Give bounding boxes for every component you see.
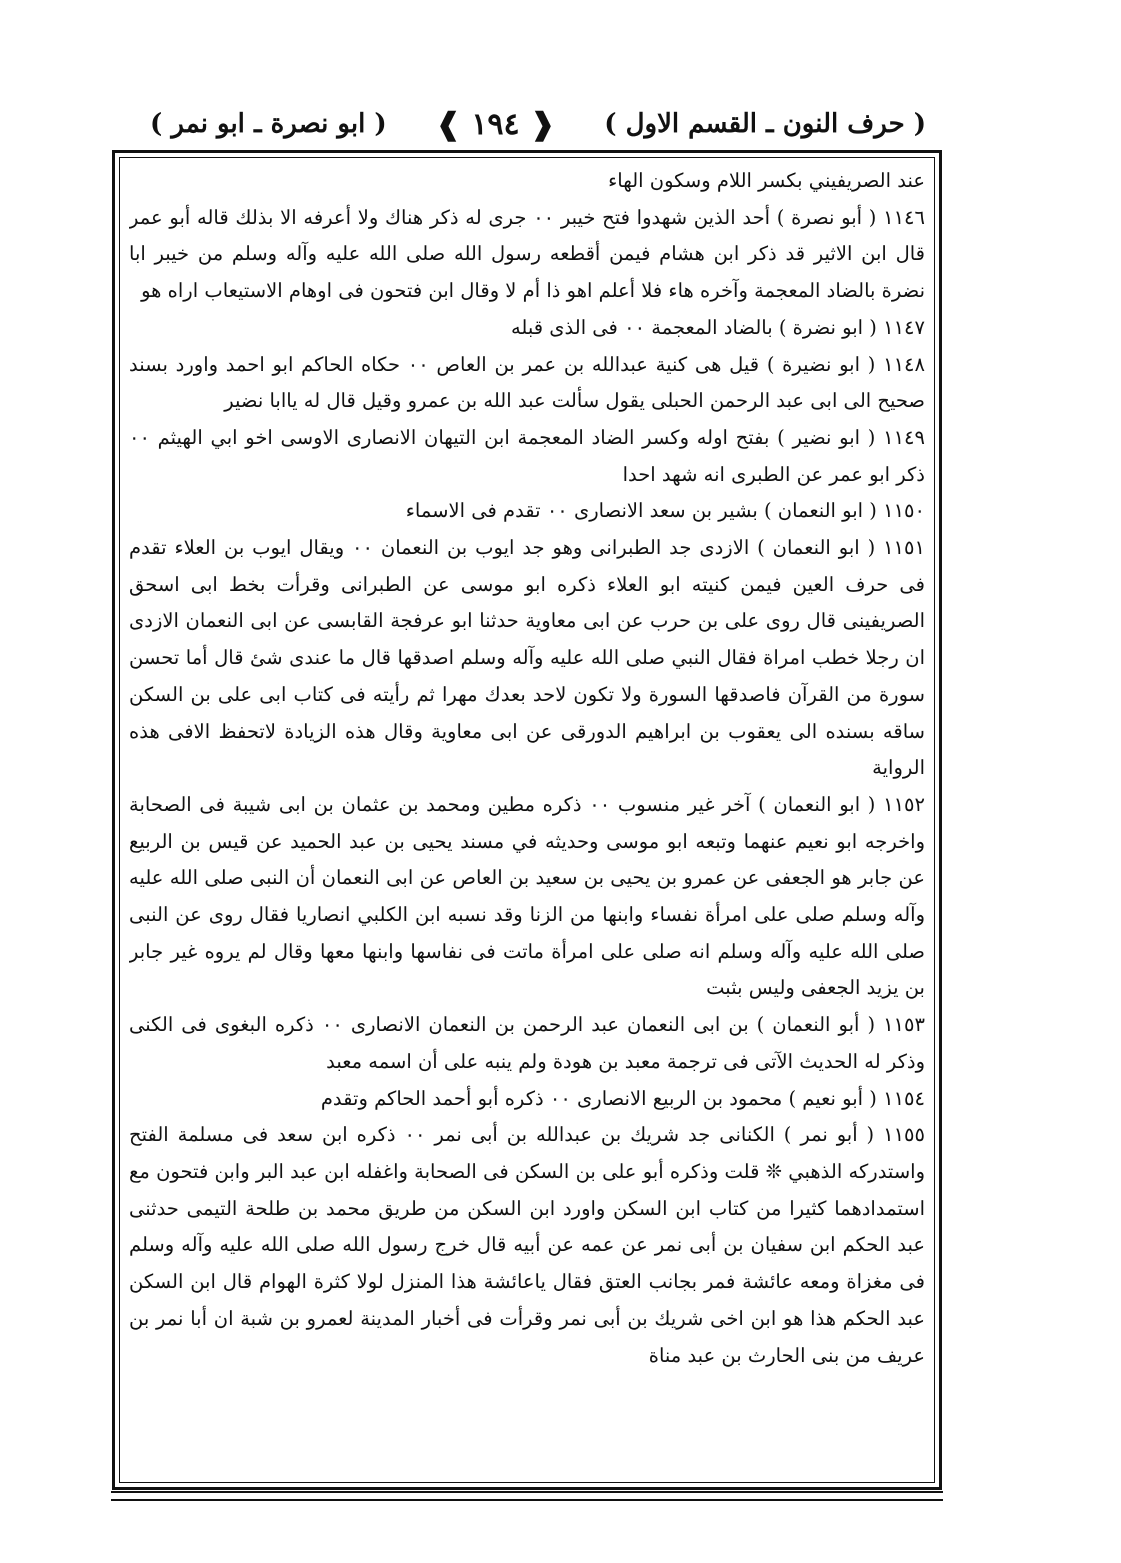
entry-1149: ١١٤٩ ( ابو نضير ) بفتح اوله وكسر الضاد المعجمة ابن التيهان الانصارى الاوسى اخو ابي الهيثم ٠٠ ذكر ابو عمر عن الطبرى انه شهد احدا	[129, 425, 925, 486]
page-number: ❰ ١٩٤ ❱	[435, 106, 556, 142]
header-range: ( ابو نصرة ـ ابو نمر )	[150, 109, 387, 139]
entry-1146: ١١٤٦ ( أبو نصرة ) أحد الذين شهدوا فتح خيبر ٠٠ جرى له ذكر هناك ولا أعرفه الا بذلك قاله أبو عمر قال ابن الاثير قد ذكر ابن هشام فيمن أقطعه رسول الله صلى الله عليه وآله وسلم من خيبر ابا نضرة بالضاد المعجمة وآخره هاء فلا أعلم اهو ذا أم لا وقال ابن فتحون فى اوهام الاستيعاب اراه هو	[129, 205, 925, 303]
entry-1153: ١١٥٣ ( أبو النعمان ) بن ابى النعمان عبد الرحمن بن النعمان الانصارى ٠٠ ذكره البغوى فى الكنى وذكر له الحديث الآتى فى ترجمة معبد بن هودة ولم ينبه على أن اسمه معبد	[129, 1013, 925, 1073]
text-frame	[112, 150, 942, 1490]
body-text	[129, 163, 925, 1477]
entry-1147: ١١٤٧ ( ابو نضرة ) بالضاد المعجمة ٠٠ فى الذى قبله	[510, 315, 925, 339]
entry-1154: ١١٥٤ ( أبو نعيم ) محمود بن الربيع الانصارى ٠٠ ذكره أبو أحمد الحاكم وتقدم	[320, 1086, 925, 1110]
entry-1148: ١١٤٨ ( ابو نضيرة ) قيل هى كنية عبدالله بن عمر بن العاص ٠٠ حكاه الحاكم ابو احمد واورد بسند صحيح الى ابى عبد الرحمن الحبلى يقول سألت عبد الله بن عمرو وقيل قال له ياابا نضير	[129, 352, 925, 413]
entry-1150: ١١٥٠ ( ابو النعمان ) بشير بن سعد الانصارى ٠٠ تقدم فى الاسماء	[405, 499, 925, 523]
paragraph: عند الصريفيني بكسر اللام وسكون الهاء	[608, 169, 925, 192]
header-section: ( حرف النون ـ القسم الاول )	[604, 109, 926, 139]
running-header	[150, 100, 926, 148]
entry-1152: ١١٥٢ ( ابو النعمان ) آخر غير منسوب ٠٠ ذكره مطين ومحمد بن عثمان بن ابى شيبة فى الصحابة واخرجه ابو نعيم عنهما وتبعه ابو موسى وحديثه في مسند يحيى بن عبد الحميد عن قيس بن الربيع عن جابر هو الجعفى عن عمرو بن يحيى بن سعيد بن العاص عن ابى النعمان أن النبى صلى الله عليه وآله وسلم صلى على امرأة نفساء وابنها من الزنا وقد نسبه ابن الكلبي انصاريا فقال روى عن النبى صلى الله عليه وآله وسلم انه صلى على امرأة ماتت فى نفاسها وابنها معها وقال لم يروه غير جابر بن يزيد الجعفى وليس بثبت	[129, 792, 925, 1000]
entry-1155: ١١٥٥ ( أبو نمر ) الكنانى جد شريك بن عبدالله بن أبى نمر ٠٠ ذكره ابن سعد فى مسلمة الفتح واستدركه الذهبي ❊ قلت وذكره أبو على بن السكن فى الصحابة واغفله ابن عبد البر وابن فتحون مع استمدادهما كثيرا من كتاب ابن السكن واورد ابن السكن من طريق محمد بن طلحة التيمى حدثنى عبد الحكم ابن سفيان بن أبى نمر عن عمه عن أبيه قال خرج رسول الله صلى الله عليه وآله وسلم فى مغزاة ومعه عائشة فمر بجانب العتق فقال ياعائشة هذا المنزل لولا كثرة الهوام قال ابن السكن عبد الحكم هذا هو ابن اخى شريك بن أبى نمر وقرأت فى أخبار المدينة لعمرو بن شبة ان أبا نمر بن عريف من بنى الحارث بن عبد مناة	[129, 1123, 925, 1367]
entry-1151: ١١٥١ ( ابو النعمان ) الازدى جد الطبرانى وهو جد ايوب بن النعمان ٠٠ ويقال ايوب بن العلاء تقدم فى حرف العين فيمن كنيته ابو العلاء ذكره ابو موسى عن الطبرانى وقرأت بخط ابى اسحق الصريفينى قال روى على بن حرب عن ابى معاوية حدثنا ابو عرفجة القابسى عن ابى النعمان الازدى ان رجلا خطب امراة فقال النبي صلى الله عليه وآله وسلم اصدقها قال ما عندى شئ قال أما تحسن سورة من القرآن فاصدقها السورة ولا تكون لاحد بعدك مهرا ثم رأيته فى كتاب ابى على بن السكن ساقه بسنده الى يعقوب بن ابراهيم الدورقى عن ابى معاوية وقال هذه الزيادة لاتحفظ الافى هذه الرواية	[129, 536, 925, 780]
